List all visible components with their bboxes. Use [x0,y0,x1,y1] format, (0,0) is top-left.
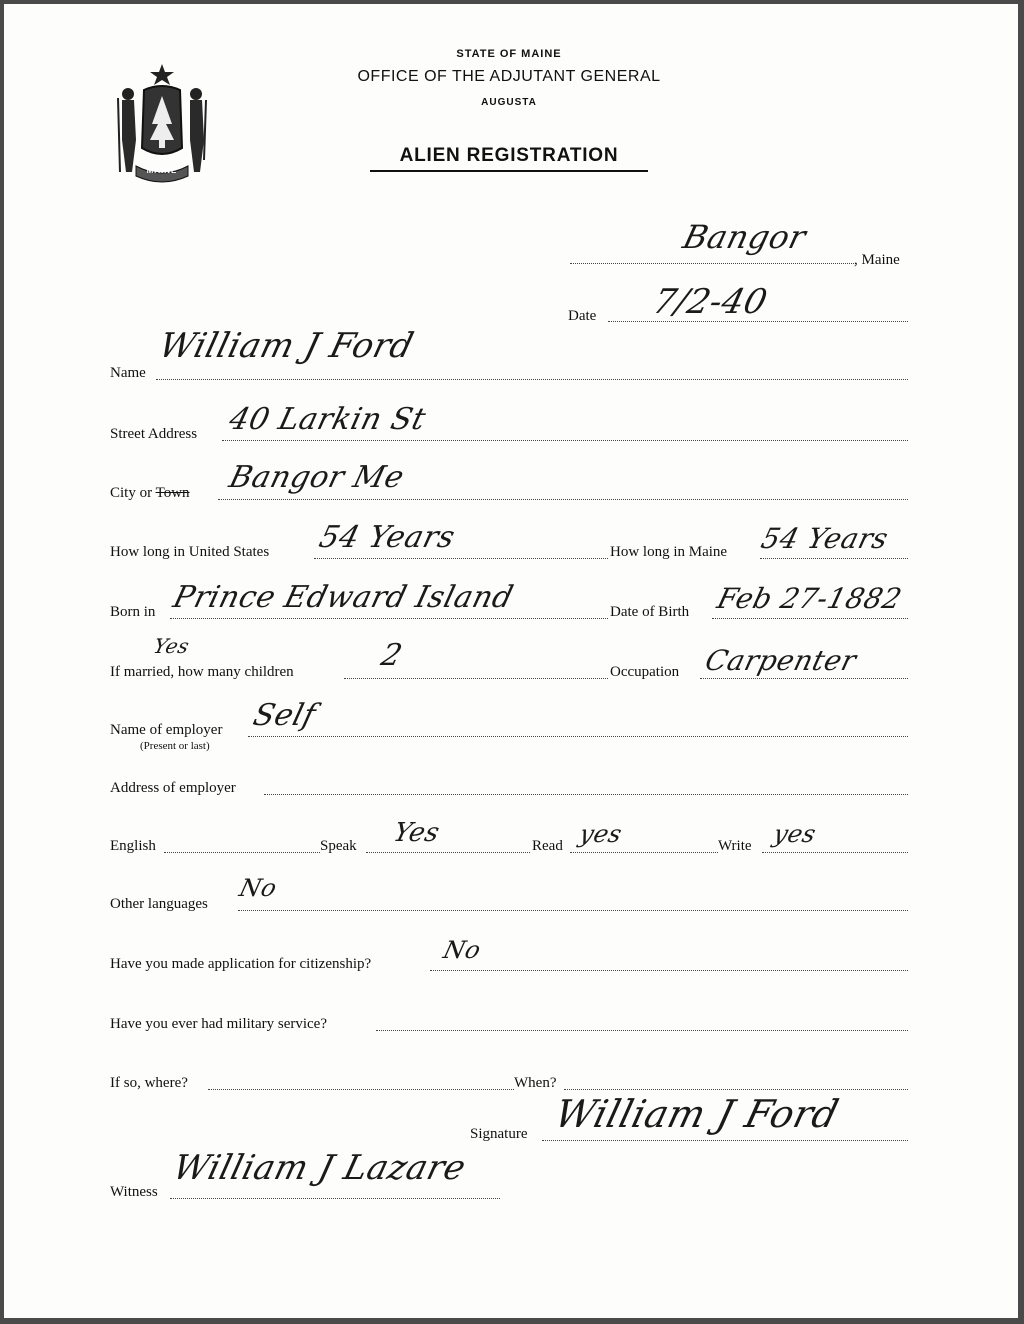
signature-line [542,1140,908,1141]
read-value: yes [576,820,626,848]
years-us-line [314,558,608,559]
employer-address-line [264,794,908,795]
street-label: Street Address [110,426,198,442]
read-line [570,852,718,853]
place-suffix: , Maine [854,252,900,268]
years-maine-value: 54 Years [757,522,892,555]
witness-line [170,1198,500,1199]
city-value: Bangor Me [225,460,408,495]
maine-state-seal-icon [112,60,212,184]
where-line [208,1089,514,1090]
occupation-label: Occupation [610,664,680,680]
witness-label: Witness [110,1184,158,1200]
other-languages-label: Other languages [110,896,208,912]
place-line [570,263,854,264]
signature-label: Signature [470,1126,528,1142]
write-label: Write [718,838,752,854]
write-value: yes [770,820,820,848]
place-value: Bangor [679,218,810,256]
other-languages-value: No [236,874,280,902]
years-us-label: How long in United States [110,544,270,560]
employer-value: Self [249,698,320,733]
years-maine-line [760,558,908,559]
when-label: When? [514,1075,557,1091]
english-label: English [110,838,156,854]
title-underline [370,170,648,172]
city-label [110,484,190,502]
name-line [156,379,908,380]
witness-value: William J Lazare [169,1148,471,1188]
birth-date-line [712,618,908,619]
employer-line [248,736,908,737]
seal-banner-text: MAINE [146,166,178,175]
occupation-line [700,678,908,679]
speak-line [366,852,530,853]
years-us-value: 54 Years [315,520,459,555]
married-label: If married, how many children [110,664,294,680]
city-heading: AUGUSTA [481,97,537,108]
where-label: If so, where? [110,1075,188,1091]
city-label-struck: Town [155,485,190,501]
occupation-value: Carpenter [701,644,860,677]
employer-label: Name of employer [110,722,223,738]
when-line [564,1089,908,1090]
city-label-prefix: City or [110,485,153,501]
born-in-value: Prince Edward Island [169,580,517,615]
speak-value: Yes [390,818,443,848]
born-in-line [170,618,608,619]
name-label: Name [110,365,146,381]
years-maine-label: How long in Maine [610,544,728,560]
children-value: 2 [377,638,406,673]
birth-date-label: Date of Birth [610,604,690,620]
office-heading: OFFICE OF THE ADJUTANT GENERAL [357,68,661,85]
military-label: Have you ever had military service? [110,1016,327,1032]
street-line [222,440,908,441]
street-value: 40 Larkin St [225,402,430,437]
write-line [762,852,908,853]
state-heading: STATE OF MAINE [456,48,562,60]
date-value: 7/2-40 [649,282,772,322]
city-line [218,499,908,500]
military-line [376,1030,908,1031]
citizenship-value: No [440,936,484,964]
read-label: Read [532,838,563,854]
employer-address-label: Address of employer [110,780,236,796]
married-line [344,678,608,679]
birth-date-value: Feb 27-1882 [713,582,906,615]
employer-sublabel: (Present or last) [140,740,210,752]
born-in-label: Born in [110,604,156,620]
date-label: Date [568,308,597,324]
married-answer: Yes [151,634,193,658]
other-languages-line [238,910,908,911]
signature-value: William J Ford [550,1092,844,1136]
form-title: ALIEN REGISTRATION [399,145,619,166]
name-value: William J Ford [155,326,418,366]
citizenship-label: Have you made application for citizenship? [110,956,372,972]
citizenship-line [430,970,908,971]
english-line [164,852,320,853]
registration-form [4,4,1018,1318]
speak-label: Speak [320,838,357,854]
